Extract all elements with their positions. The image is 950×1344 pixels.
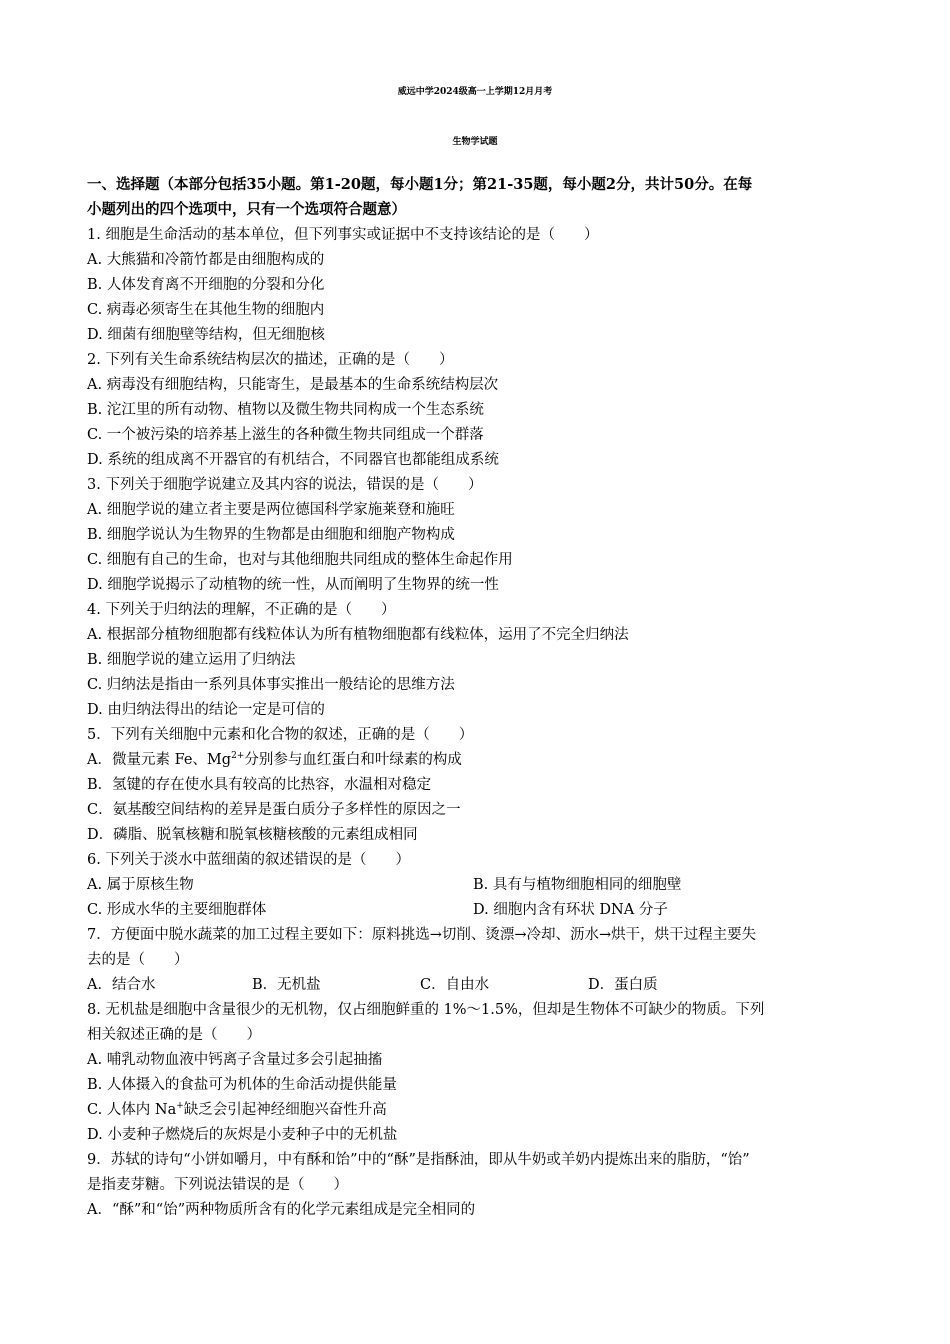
option: C. 形成水华的主要细胞群体: [87, 902, 267, 918]
question-stem-cont: 是指麦芽糖。下列说法错误的是（ ）: [87, 1177, 348, 1193]
question-stem: 9．苏轼的诗句“小饼如嚼月，中有酥和饴”中的“酥”是指酥油，即从牛奶或羊奶内提炼出来的脂肪，“饴”: [87, 1152, 750, 1168]
section-heading: 一、选择题（本部分包括35小题。第1-20题，每小题1分；第21-35题，每小题2分，共计50分。在每: [87, 176, 753, 193]
ion-charge: 2+: [231, 751, 245, 762]
option: B．氢键的存在使水具有较高的比热容，水温相对稳定: [87, 777, 432, 793]
option: B. 细胞学说认为生物界的生物都是由细胞和细胞产物构成: [87, 527, 455, 543]
option-text: A．微量元素 Fe、Mg: [87, 752, 232, 768]
option: B. 具有与植物细胞相同的细胞壁: [473, 877, 682, 893]
question-stem-cont: 相关叙述正确的是（ ）: [87, 1027, 261, 1043]
option: C. 归纳法是指由一系列具体事实推出一般结论的思维方法: [87, 677, 455, 693]
option: [87, 1100, 387, 1120]
question-stem: 3. 下列关于细胞学说建立及其内容的说法，错误的是（ ）: [87, 477, 483, 493]
option: A．“酥”和“饴”两种物质所含有的化学元素组成是完全相同的: [87, 1202, 476, 1218]
question-stem: 8. 无机盐是细胞中含量很少的无机物，仅占细胞鲜重的 1%～1.5%，但却是生物体不可缺少的物质。下列: [87, 1002, 765, 1018]
exam-title: 威远中学2024级高一上学期12月月考: [397, 87, 553, 97]
option: C．自由水: [420, 977, 490, 993]
question-stem: 6. 下列关于淡水中蓝细菌的叙述错误的是（ ）: [87, 852, 410, 868]
option: D. 由归纳法得出的结论一定是可信的: [87, 702, 325, 718]
question-stem: 2. 下列有关生命系统结构层次的描述，正确的是（ ）: [87, 352, 454, 368]
option: D. 细胞内含有环状 DNA 分子: [473, 902, 668, 918]
exam-subtitle: 生物学试题: [452, 137, 498, 147]
option: A．结合水: [87, 977, 156, 993]
option: D．磷脂、脱氧核糖和脱氧核糖核酸的元素组成相同: [87, 827, 418, 843]
option-text: 分别参与血红蛋白和叶绿素的构成: [244, 752, 462, 768]
option: C. 一个被污染的培养基上滋生的各种微生物共同组成一个群落: [87, 427, 484, 443]
option-text: C. 人体内 Na: [87, 1102, 177, 1118]
option: B. 沱江里的所有动物、植物以及微生物共同构成一个生态系统: [87, 402, 484, 418]
option: C. 细胞有自己的生命，也对与其他细胞共同组成的整体生命起作用: [87, 552, 513, 568]
ion-charge: +: [176, 1101, 184, 1112]
option: A. 大熊猫和冷箭竹都是由细胞构成的: [87, 252, 325, 268]
option: B. 细胞学说的建立运用了归纳法: [87, 652, 296, 668]
option: B. 人体发育离不开细胞的分裂和分化: [87, 277, 325, 293]
option: D. 小麦种子燃烧后的灰烬是小麦种子中的无机盐: [87, 1127, 398, 1143]
option: C. 病毒必须寄生在其他生物的细胞内: [87, 302, 325, 318]
section-heading-cont: 小题列出的四个选项中，只有一个选项符合题意）: [87, 201, 406, 218]
question-stem: 1. 细胞是生命活动的基本单位，但下列事实或证据中不支持该结论的是（ ）: [87, 227, 599, 243]
option: A. 哺乳动物血液中钙离子含量过多会引起抽搐: [87, 1052, 383, 1068]
option-text: 缺乏会引起神经细胞兴奋性升高: [183, 1102, 387, 1118]
option: D．蛋白质: [588, 977, 658, 993]
option: D. 细胞学说揭示了动植物的统一性，从而阐明了生物界的统一性: [87, 577, 499, 593]
question-stem: 5．下列有关细胞中元素和化合物的叙述，正确的是（ ）: [87, 727, 474, 743]
question-stem: 7．方便面中脱水蔬菜的加工过程主要如下：原料挑选→切削、烫漂→冷却、沥水→烘干，烘干过程主要失: [87, 927, 757, 943]
option: A. 属于原核生物: [87, 877, 194, 893]
option: B．无机盐: [252, 977, 321, 993]
option: D. 细菌有细胞壁等结构，但无细胞核: [87, 327, 325, 343]
option: D. 系统的组成离不开器官的有机结合，不同器官也都能组成系统: [87, 452, 499, 468]
option: A. 根据部分植物细胞都有线粒体认为所有植物细胞都有线粒体，运用了不完全归纳法: [87, 627, 629, 643]
option: [87, 750, 462, 770]
option: A. 病毒没有细胞结构，只能寄生，是最基本的生命系统结构层次: [87, 377, 499, 393]
question-stem-cont: 去的是（ ）: [87, 952, 189, 968]
option: A. 细胞学说的建立者主要是两位德国科学家施莱登和施旺: [87, 502, 455, 518]
question-stem: 4. 下列关于归纳法的理解，不正确的是（ ）: [87, 602, 396, 618]
option: B. 人体摄入的食盐可为机体的生命活动提供能量: [87, 1077, 397, 1093]
option: C．氨基酸空间结构的差异是蛋白质分子多样性的原因之一: [87, 802, 461, 818]
